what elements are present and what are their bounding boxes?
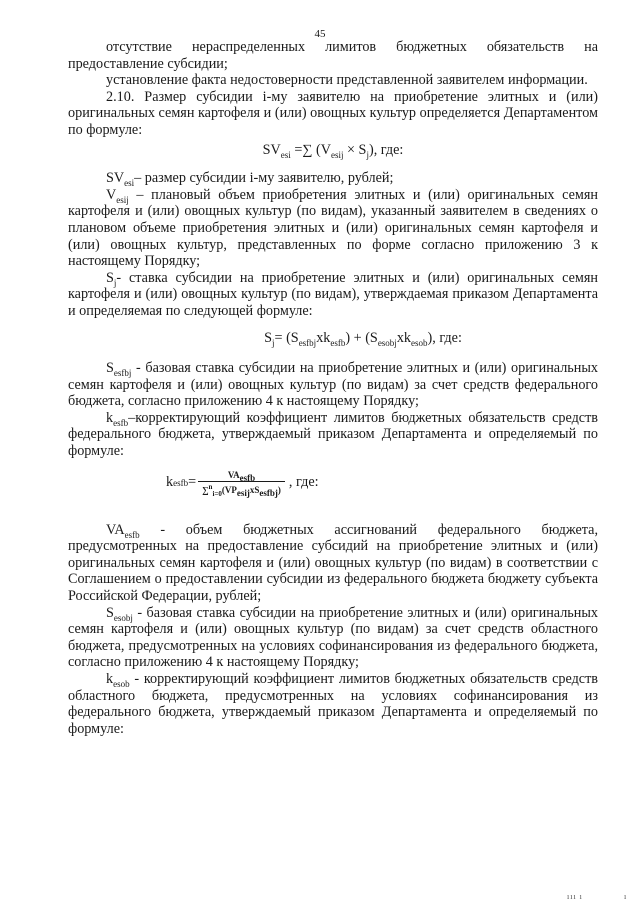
- definition-va-esfb: $VA_{esfb}$ - объем бюджетных ассигнований федерального бюджета, предусмотренных на предоставление субсидий на приобретение элитных и (или) оригинальных семян картофеля и (или) овощных культур (по видам) в соответствии с Соглашением о предоставлении субсидии из федерального бюджета бюджету субъекта Российской Федерации, рублей;: [68, 521, 598, 605]
- definition-k-esob: $k_{esob}$ - корректирующий коэффициент лимитов бюджетных обязательств средств областного бюджета, предусмотренных на условиях софинансирования из федерального бюджета, утверждаемый приказом Департамента и определяемый по формуле:: [68, 671, 598, 737]
- definition-s: $S_j-$ ставка субсидии на приобретение элитных и (или) оригинальных семян картофеля и (или) овощных культур (по видам), утверждаемая приказом Департамента и определяемая по следующей формуле:: [68, 269, 598, 319]
- definition-v: $V_{esij}$ – плановый объем приобретения элитных и (или) оригинальных семян картофеля и (или) овощных культур (по видам), указанный заявителем в сведениях о плановом объеме приобретения элитных и (или) оригинальных семян картофеля и (или) овощных культур, представленных по форме согласно приложению 3 к настоящему Порядку;: [68, 186, 598, 270]
- formula-sv: $SV_{esi}$ =∑ $(V_{esij} \times S_j)$, где:: [262, 141, 404, 160]
- page-number: 45: [314, 28, 326, 40]
- scan-mark-edge: ı: [624, 892, 627, 901]
- document-body: [68, 39, 598, 737]
- paragraph-false-info: установление факта недостоверности представленной заявителем информации.: [106, 72, 588, 89]
- fraction: $\frac{VA_{esfb}}{\sum^n_{i=0}(VP_{esij}xS_{esfbj})}$: [198, 470, 285, 496]
- paragraph-no-limits: отсутствие нераспределенных лимитов бюджетных обязательств на предоставление субсидии;: [68, 39, 598, 72]
- definition-s-esfbj: $S_{esfbj}$ - базовая ставка субсидии на приобретение элитных и (или) оригинальных семян картофеля и (или) овощных культур (по видам) за счет средств федерального бюджета, согласно приложению 4 к настоящему Порядку;: [68, 360, 598, 410]
- definition-s-esobj: $S_{esobj}$ - базовая ставка субсидии на приобретение элитных и (или) оригинальных семян картофеля и (или) овощных культур (по видам) за счет средств областного бюджета, предусмотренных на условиях софинансирования из федерального бюджета, согласно приложению 4 к настоящему Порядку;: [68, 604, 598, 671]
- definition-sv: $SV_{esi}-$ размер субсидии i-му заявителю, рублей;: [106, 170, 394, 188]
- scan-mark: ııı ı: [567, 892, 583, 901]
- definition-k-esfb: $k_{esfb}$–корректирующий коэффициент лимитов бюджетных обязательств средств федерального бюджета, утверждаемый приказом Департамента и определяемый по формуле:: [68, 409, 598, 460]
- formula-k-esfb: k esfb = $\frac{VA_{esfb}}{\sum^n_{i=0}(VP_{esij}xS_{esfbj})}$ , где:: [166, 469, 319, 498]
- formula-sj: $S_j= (S_{esfbj}xk_{esfb}) + (S_{esobj}xk_{esob})$, где:: [264, 329, 462, 348]
- paragraph-2-10: 2.10. Размер субсидии i-му заявителю на приобретение элитных и (или) оригинальных семян картофеля и (или) овощных культур определяется Департаментом по формуле:: [68, 88, 598, 138]
